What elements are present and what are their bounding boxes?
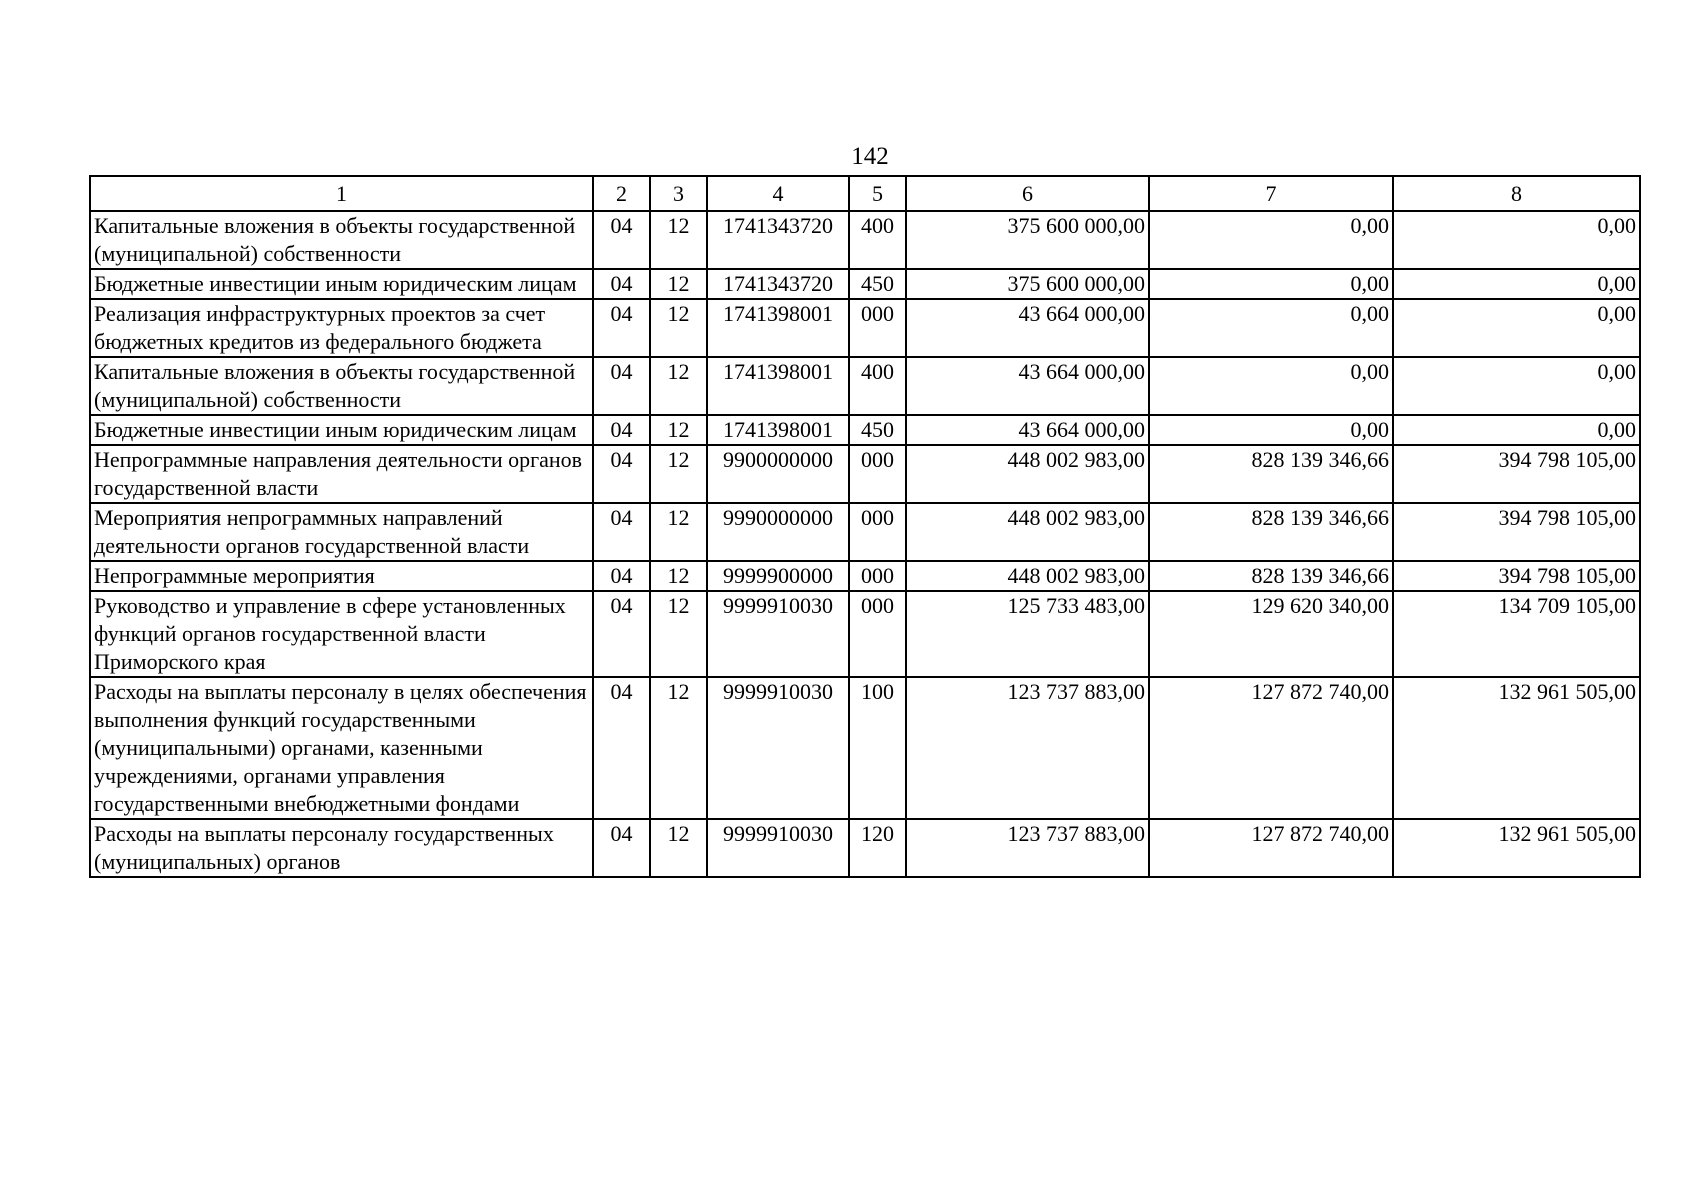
amount-col6-cell: 123 737 883,00 [906,677,1149,819]
row-name-cell: Руководство и управление в сфере установленных функций органов государственной власти Приморского края [90,591,593,677]
amount-col8-cell: 0,00 [1393,211,1640,269]
expense-type-cell: 000 [849,445,906,503]
subsection-code-cell: 12 [650,211,707,269]
amount-col8-cell: 394 798 105,00 [1393,561,1640,591]
column-header-4: 4 [707,176,849,211]
table-row [90,299,1640,357]
page-number: 142 [851,143,889,170]
amount-col6-cell: 123 737 883,00 [906,819,1149,877]
amount-col8-cell: 132 961 505,00 [1393,677,1640,819]
table-row [90,677,1640,819]
table-row [90,561,1640,591]
expense-type-cell: 000 [849,591,906,677]
amount-col6-cell: 375 600 000,00 [906,269,1149,299]
target-code-cell: 9999910030 [707,819,849,877]
target-code-cell: 1741398001 [707,415,849,445]
table-row [90,445,1640,503]
subsection-code-cell: 12 [650,677,707,819]
row-name-cell: Капитальные вложения в объекты государственной (муниципальной) собственности [90,211,593,269]
expense-type-cell: 400 [849,211,906,269]
section-code-cell: 04 [593,819,650,877]
amount-col6-cell: 448 002 983,00 [906,503,1149,561]
subsection-code-cell: 12 [650,819,707,877]
amount-col8-cell: 394 798 105,00 [1393,503,1640,561]
row-name-cell: Непрограммные мероприятия [90,561,593,591]
budget-table [89,175,1641,878]
column-header-6: 6 [906,176,1149,211]
column-header-7: 7 [1149,176,1393,211]
amount-col6-cell: 125 733 483,00 [906,591,1149,677]
amount-col7-cell: 0,00 [1149,211,1393,269]
row-name-cell: Мероприятия непрограммных направлений деятельности органов государственной власти [90,503,593,561]
section-code-cell: 04 [593,299,650,357]
section-code-cell: 04 [593,445,650,503]
subsection-code-cell: 12 [650,561,707,591]
amount-col8-cell: 0,00 [1393,299,1640,357]
amount-col8-cell: 132 961 505,00 [1393,819,1640,877]
amount-col6-cell: 43 664 000,00 [906,415,1149,445]
column-header-3: 3 [650,176,707,211]
amount-col7-cell: 0,00 [1149,415,1393,445]
subsection-code-cell: 12 [650,357,707,415]
amount-col7-cell: 828 139 346,66 [1149,445,1393,503]
target-code-cell: 9999910030 [707,677,849,819]
target-code-cell: 9999900000 [707,561,849,591]
row-name-cell: Расходы на выплаты персоналу в целях обеспечения выполнения функций государственными (муниципальными) органами, казенными учреждениями, органами управления государственными внебюджетными фондами [90,677,593,819]
target-code-cell: 1741398001 [707,357,849,415]
amount-col6-cell: 448 002 983,00 [906,561,1149,591]
row-name-cell: Непрограммные направления деятельности органов государственной власти [90,445,593,503]
subsection-code-cell: 12 [650,445,707,503]
table-row [90,415,1640,445]
expense-type-cell: 120 [849,819,906,877]
target-code-cell: 1741343720 [707,211,849,269]
section-code-cell: 04 [593,269,650,299]
row-name-cell: Капитальные вложения в объекты государственной (муниципальной) собственности [90,357,593,415]
target-code-cell: 9990000000 [707,503,849,561]
expense-type-cell: 000 [849,503,906,561]
table-row [90,357,1640,415]
section-code-cell: 04 [593,677,650,819]
column-header-8: 8 [1393,176,1640,211]
row-name-cell: Расходы на выплаты персоналу государственных (муниципальных) органов [90,819,593,877]
amount-col6-cell: 43 664 000,00 [906,357,1149,415]
target-code-cell: 9900000000 [707,445,849,503]
header-row [90,176,1640,211]
table-row [90,503,1640,561]
column-header-1: 1 [90,176,593,211]
amount-col7-cell: 0,00 [1149,269,1393,299]
section-code-cell: 04 [593,591,650,677]
subsection-code-cell: 12 [650,415,707,445]
amount-col6-cell: 43 664 000,00 [906,299,1149,357]
table-row [90,211,1640,269]
section-code-cell: 04 [593,561,650,591]
amount-col8-cell: 0,00 [1393,269,1640,299]
amount-col8-cell: 0,00 [1393,357,1640,415]
amount-col7-cell: 129 620 340,00 [1149,591,1393,677]
section-code-cell: 04 [593,211,650,269]
column-header-5: 5 [849,176,906,211]
amount-col7-cell: 0,00 [1149,357,1393,415]
amount-col7-cell: 127 872 740,00 [1149,677,1393,819]
table-row [90,269,1640,299]
amount-col8-cell: 134 709 105,00 [1393,591,1640,677]
amount-col8-cell: 0,00 [1393,415,1640,445]
expense-type-cell: 000 [849,299,906,357]
target-code-cell: 1741343720 [707,269,849,299]
expense-type-cell: 000 [849,561,906,591]
expense-type-cell: 450 [849,415,906,445]
section-code-cell: 04 [593,503,650,561]
row-name-cell: Бюджетные инвестиции иным юридическим лицам [90,269,593,299]
subsection-code-cell: 12 [650,503,707,561]
row-name-cell: Реализация инфраструктурных проектов за счет бюджетных кредитов из федерального бюджета [90,299,593,357]
section-code-cell: 04 [593,357,650,415]
amount-col6-cell: 375 600 000,00 [906,211,1149,269]
row-name-cell: Бюджетные инвестиции иным юридическим лицам [90,415,593,445]
target-code-cell: 1741398001 [707,299,849,357]
amount-col8-cell: 394 798 105,00 [1393,445,1640,503]
amount-col7-cell: 828 139 346,66 [1149,503,1393,561]
amount-col6-cell: 448 002 983,00 [906,445,1149,503]
table-row [90,591,1640,677]
subsection-code-cell: 12 [650,591,707,677]
expense-type-cell: 400 [849,357,906,415]
amount-col7-cell: 828 139 346,66 [1149,561,1393,591]
amount-col7-cell: 0,00 [1149,299,1393,357]
table-row [90,819,1640,877]
column-header-2: 2 [593,176,650,211]
subsection-code-cell: 12 [650,269,707,299]
target-code-cell: 9999910030 [707,591,849,677]
amount-col7-cell: 127 872 740,00 [1149,819,1393,877]
section-code-cell: 04 [593,415,650,445]
subsection-code-cell: 12 [650,299,707,357]
expense-type-cell: 450 [849,269,906,299]
expense-type-cell: 100 [849,677,906,819]
